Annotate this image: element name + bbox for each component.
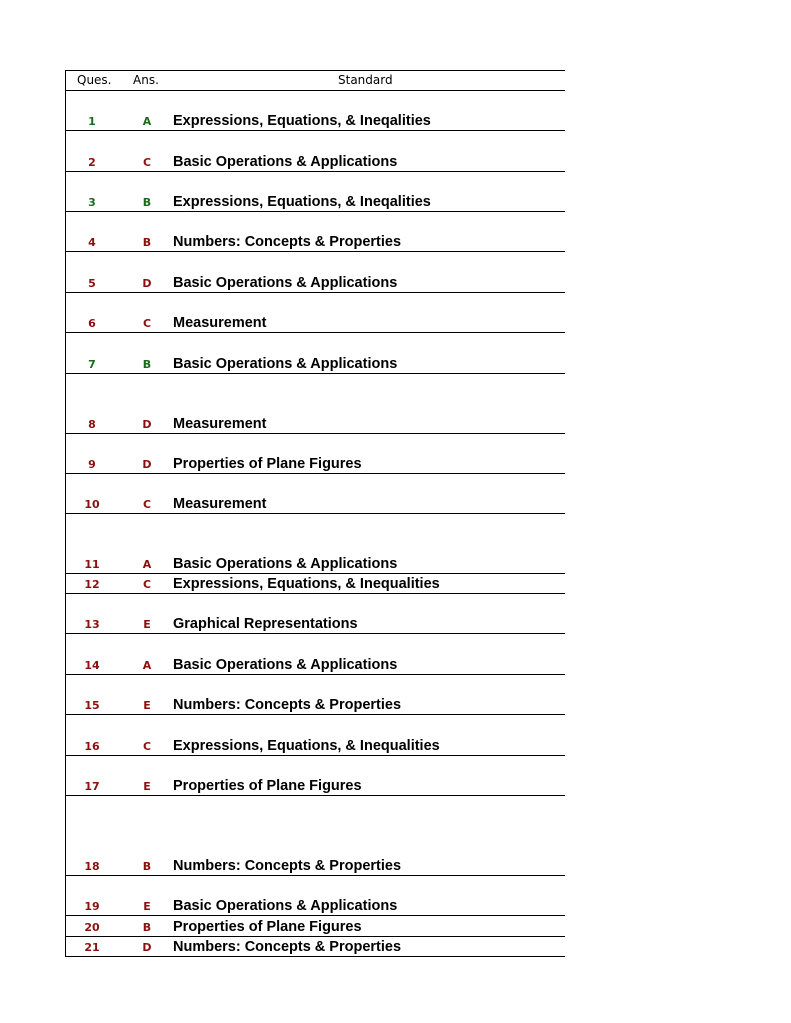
table-row [66,333,565,374]
question-number: 7 [88,358,96,371]
question-number: 17 [84,780,100,793]
answer-letter: C [142,578,152,591]
standard-text: Properties of Plane Figures [173,778,362,794]
answer-letter: B [142,860,152,873]
question-number: 19 [84,900,100,913]
table-row [66,876,565,916]
answer-key-table [65,70,565,957]
question-number: 12 [84,578,100,591]
standard-text: Basic Operations & Applications [173,356,398,372]
question-number: 10 [84,498,100,511]
table-body [66,91,565,957]
question-number: 5 [88,277,96,290]
standard-text: Measurement [173,315,267,331]
standard-text: Properties of Plane Figures [173,456,362,472]
answer-letter: E [143,900,151,913]
table-row [66,514,565,574]
answer-letter: E [143,780,151,793]
standard-text: Properties of Plane Figures [173,919,362,935]
standard-text: Measurement [173,496,267,512]
table-row [66,796,565,876]
table-row [66,434,565,474]
standard-text: Expressions, Equations, & Ineqalities [173,194,431,210]
table-row [66,715,565,756]
answer-letter: D [142,458,152,471]
answer-letter: D [142,418,152,431]
standard-text: Expressions, Equations, & Inequalities [173,576,440,592]
table-row [66,172,565,212]
answer-letter: E [143,699,151,712]
standard-text: Basic Operations & Applications [173,154,398,170]
answer-letter: D [142,277,152,290]
question-number: 18 [84,860,100,873]
question-number: 16 [84,740,100,753]
question-number: 13 [84,618,100,631]
table-header [66,70,565,91]
answer-letter: C [142,156,152,169]
question-number: 8 [88,418,96,431]
answer-letter: C [142,498,152,511]
standard-text: Numbers: Concepts & Properties [173,939,402,955]
standard-text: Basic Operations & Applications [173,898,398,914]
table-row [66,212,565,252]
answer-letter: A [142,659,152,672]
standard-text: Measurement [173,416,267,432]
question-number: 6 [88,317,96,330]
answer-letter: A [142,115,152,128]
question-number: 2 [88,156,96,169]
answer-column-header: Ans. [133,73,159,87]
standard-text: Expressions, Equations, & Inequalities [173,738,440,754]
table-row [66,634,565,675]
answer-letter: A [142,558,152,571]
question-number: 14 [84,659,100,672]
answer-letter: B [142,236,152,249]
standard-text: Basic Operations & Applications [173,275,398,291]
answer-letter: B [142,921,152,934]
standard-text: Basic Operations & Applications [173,556,398,572]
table-row [66,756,565,796]
table-row [66,937,565,957]
table-row [66,374,565,434]
table-row [66,252,565,293]
standard-text: Numbers: Concepts & Properties [173,697,402,713]
answer-letter: B [142,196,152,209]
standard-text: Graphical Representations [173,616,358,632]
standard-text: Basic Operations & Applications [173,657,398,673]
standard-text: Expressions, Equations, & Ineqalities [173,113,431,129]
standard-column-header: Standard [338,73,393,87]
table-row [66,131,565,172]
answer-letter: B [142,358,152,371]
question-number: 3 [88,196,96,209]
question-number: 11 [84,558,100,571]
question-number: 15 [84,699,100,712]
standard-text: Numbers: Concepts & Properties [173,234,402,250]
table-row [66,474,565,514]
question-number: 20 [84,921,100,934]
question-column-header: Ques. [77,73,112,87]
table-row [66,293,565,333]
question-number: 4 [88,236,96,249]
table-row [66,675,565,715]
answer-letter: C [142,317,152,330]
table-row [66,594,565,634]
question-number: 21 [84,941,100,954]
question-number: 1 [88,115,96,128]
table-row [66,916,565,937]
table-row [66,91,565,131]
question-number: 9 [88,458,96,471]
table-row [66,574,565,594]
answer-letter: D [142,941,152,954]
standard-text: Numbers: Concepts & Properties [173,858,402,874]
answer-letter: E [143,618,151,631]
answer-letter: C [142,740,152,753]
